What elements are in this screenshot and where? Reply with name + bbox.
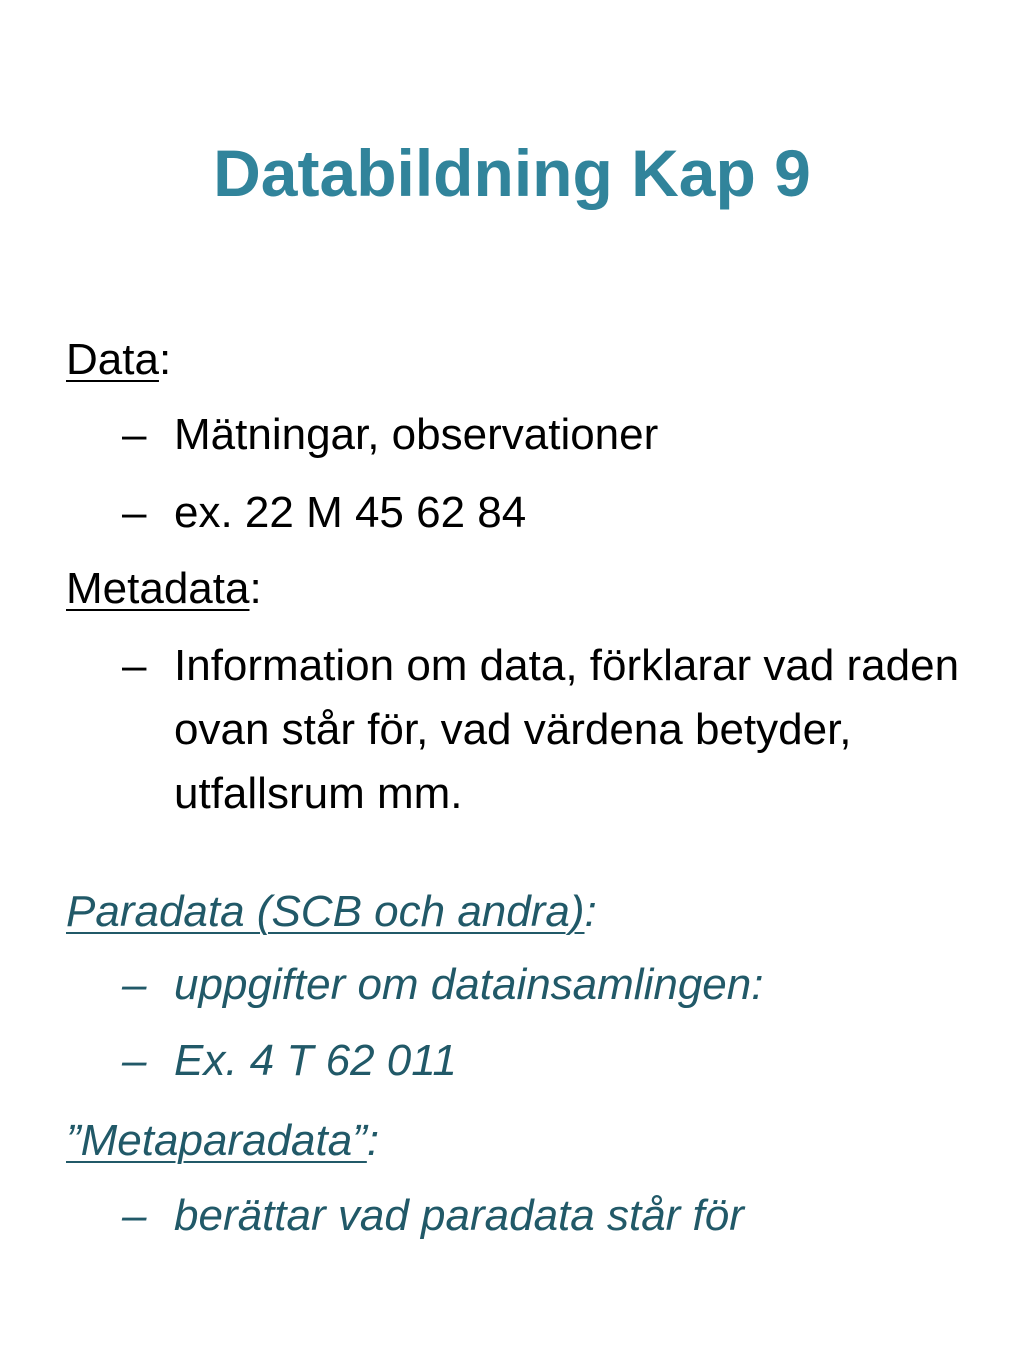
list-item-text: Information om data, förklarar vad raden ovan står för, vad värdena betyder, utfallsrum mm. (174, 641, 960, 818)
section-heading (66, 562, 966, 616)
heading-text: Metadata (66, 564, 250, 613)
list-item (66, 953, 966, 1017)
section-heading (66, 885, 966, 939)
list-item-text: uppgifter om datainsamlingen: (174, 960, 764, 1009)
heading-colon: : (158, 335, 172, 384)
list-item (66, 634, 966, 826)
section-metadata (66, 562, 966, 826)
section-data (66, 333, 966, 545)
list-item-text: Mätningar, observationer (174, 410, 659, 459)
list-item-text: ex. 22 M 45 62 84 (174, 488, 527, 537)
heading-colon: : (366, 1116, 380, 1165)
list-item-text: Ex. 4 T 62 011 (174, 1036, 457, 1085)
dash-marker: – (122, 960, 147, 1009)
heading-text: ”Metaparadata” (66, 1116, 367, 1165)
list-item (66, 1184, 966, 1248)
section-heading (66, 1114, 966, 1168)
dash-marker: – (122, 488, 147, 537)
dash-marker: – (122, 1191, 147, 1240)
heading-colon: : (249, 564, 262, 613)
section-metaparadata (66, 1114, 966, 1248)
list-item-text: berättar vad paradata står för (174, 1191, 744, 1240)
list-item (66, 481, 966, 545)
dash-marker: – (122, 641, 147, 690)
dash-marker: – (122, 410, 147, 459)
heading-text: Paradata (SCB och andra) (66, 887, 585, 936)
heading-colon: : (584, 887, 597, 936)
slide-title: Databildning Kap 9 (213, 136, 811, 210)
list-item (66, 403, 966, 467)
heading-text: Data (66, 335, 159, 384)
dash-marker: – (122, 1036, 147, 1085)
section-paradata (66, 885, 966, 1093)
list-item (66, 1029, 966, 1093)
section-heading (66, 333, 966, 387)
